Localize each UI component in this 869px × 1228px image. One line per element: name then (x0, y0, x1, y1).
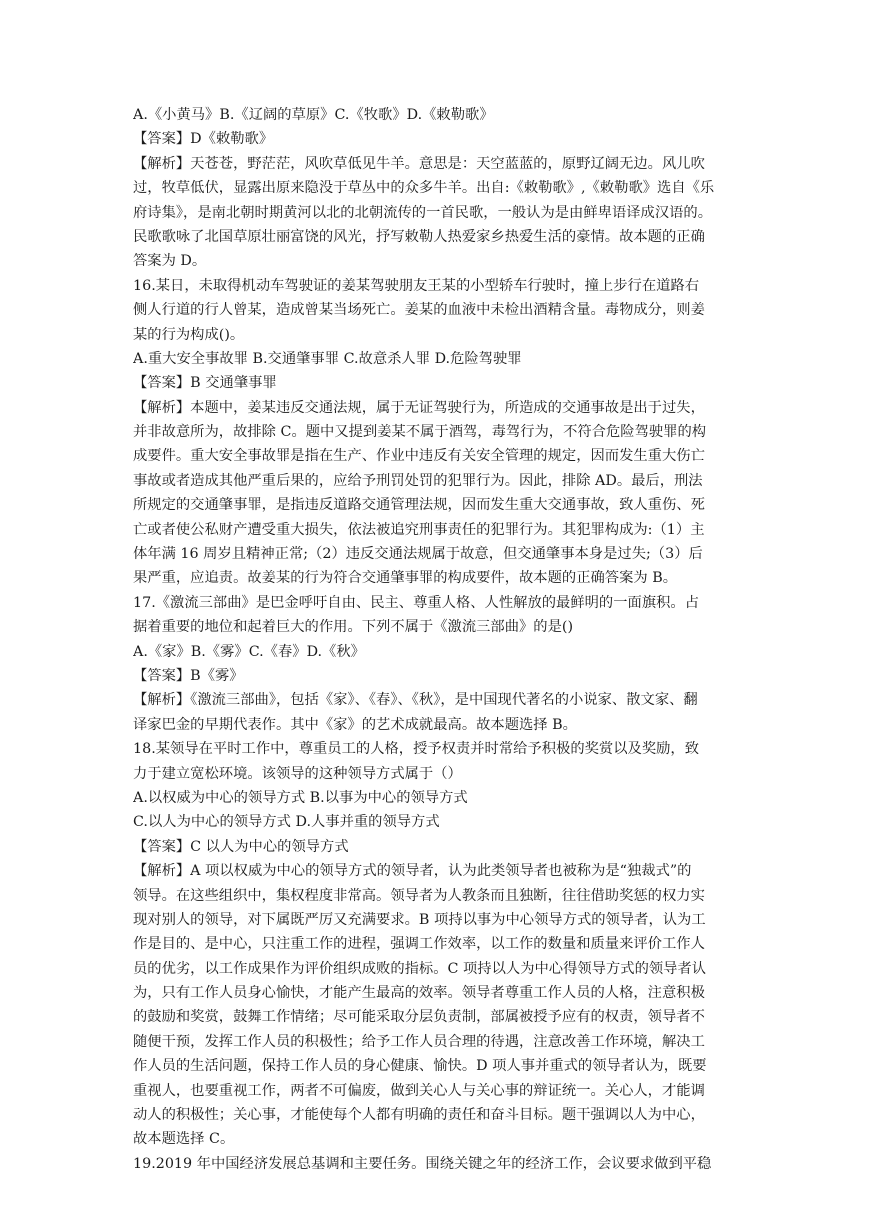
text-line: A.《小黄马》B.《辽阔的草原》C.《牧歌》D.《敕勒歌》 (133, 107, 494, 123)
text-line: 【答案】B《雾》 (133, 667, 244, 684)
text-line: 某的行为构成()。 (133, 326, 245, 343)
text-line: 的鼓励和奖赏，鼓舞工作情绪；尽可能采取分层负责制，部属被授予应有的权责，领导者不 (133, 1009, 705, 1026)
text-line: 作人员的生活问题，保持工作人员的身心健康、愉快。D 项人事并重式的领导者认为，既要 (133, 1058, 707, 1075)
text-line: 故本题选择 C。 (133, 1131, 235, 1148)
text-line: 所规定的交通肇事罪，是指违反道路交通管理法规，因而发生重大交通事故，致人重伤、死 (133, 497, 705, 514)
text-line: 过，牧草低伏，显露出原来隐没于草丛中的众多牛羊。出自:《敕勒歌》,《敕勒歌》选自《乐 (133, 180, 715, 197)
text-line: 18.某领导在平时工作中，尊重员工的人格，授予权责并时常给予积极的奖赏以及奖励，致 (133, 741, 700, 758)
text-line: 【答案】C 以人为中心的领导方式 (133, 838, 349, 855)
text-line: 作是目的、是中心，只注重工作的进程，强调工作效率，以工作的数量和质量来评价工作人 (133, 936, 705, 953)
text-line: 17.《激流三部曲》是巴金呼吁自由、民主、尊重人格、人性解放的最鲜明的一面旗积。占 (133, 594, 700, 611)
text-line: 答案为 D。 (133, 253, 207, 270)
text-line: 果严重，应追责。故姜某的行为符合交通肇事罪的构成要件，故本题的正确答案为 B。 (133, 570, 678, 587)
text-line: 为，只有工作人员身心愉快，才能产生最高的效率。领导者尊重工作人员的人格，注意积极 (133, 985, 705, 1002)
text-line: 员的优劣，以工作成果作为评价组织成败的指标。C 项持以人为中心得领导方式的领导者认 (133, 960, 707, 977)
text-line: 随便干预，发挥工作人员的积极性；给予工作人员合理的待遇，注意改善工作环境，解决工 (133, 1033, 705, 1050)
text-line: 【解析】天苍苍，野茫茫，风吹草低见牛羊。意思是：天空蓝蓝的，原野辽阔无边。风儿吹 (133, 155, 705, 172)
text-line: 19.2019 年中国经济发展总基调和主要任务。围绕关键之年的经济工作，会议要求做到平稳 (133, 1155, 712, 1172)
text-line: 动人的积极性；关心事，才能使每个人都有明确的责任和奋斗目标。题干强调以人为中心， (133, 1107, 705, 1124)
text-line: 并非故意所为，故排除 C。题中又提到姜某不属于酒驾，毒驾行为，不符合危险驾驶罪的构 (133, 424, 707, 441)
text-line: 事故或者造成其他严重后果的，应给予刑罚处罚的犯罪行为。因此，排除 AD。最后，刑法 (133, 472, 703, 489)
text-line: 据着重要的地位和起着巨大的作用。下列不属于《激流三部曲》的是() (133, 619, 574, 636)
text-line: 亡或者使公私财产遭受重大损失，依法被追究刑事责任的犯罪行为。其犯罪构成为:（1）主 (133, 521, 705, 538)
text-line: 译家巴金的早期代表作。其中《家》的艺术成就最高。故本题选择 B。 (133, 716, 577, 733)
text-line: A.以权威为中心的领导方式 B.以事为中心的领导方式 (133, 789, 468, 806)
text-line: C.以人为中心的领导方式 D.人事并重的领导方式 (133, 814, 440, 831)
text-line: A.重大安全事故罪 B.交通肇事罪 C.故意杀人罪 D.危险驾驶罪 (133, 350, 522, 367)
text-line: 力于建立宽松环境。该领导的这种领导方式属于（） (133, 765, 462, 782)
text-line: 府诗集》，是南北朝时期黄河以北的北朝流传的一首民歌，一般认为是由鲜卑语译成汉语的。 (133, 204, 713, 221)
text-line: 民歌歌咏了北国草原壮丽富饶的风光，抒写敕勒人热爱家乡热爱生活的豪情。故本题的正确 (133, 228, 705, 245)
text-line: 【解析】本题中，姜某违反交通法规，属于无证驾驶行为，所造成的交通事故是出于过失， (133, 399, 705, 416)
text-line: 成要件。重大安全事故罪是指在生产、作业中违反有关安全管理的规定，因而发生重大伤亡 (133, 448, 705, 465)
text-line: 侧人行道的行人曾某，造成曾某当场死亡。姜某的血液中未检出酒精含量。毒物成分，则姜 (133, 302, 705, 319)
text-line: 【答案】B 交通肇事罪 (133, 375, 277, 392)
text-line: 【解析】《激流三部曲》，包括《家》、《春》、《秋》，是中国现代著名的小说家、散文家、翻 (133, 692, 698, 709)
document-text (133, 103, 743, 1176)
text-line: 16.某日，未取得机动车驾驶证的姜某驾驶朋友王某的小型轿车行驶时，撞上步行在道路右 (133, 277, 700, 294)
text-line: A.《家》B.《雾》C.《春》D.《秋》 (133, 643, 365, 660)
text-line: 【答案】D《敕勒歌》 (133, 131, 274, 148)
text-line: 【解析】A 项以权威为中心的领导方式的领导者，认为此类领导者也被称为是“独裁式”的 (133, 863, 692, 880)
text-line: 重视人，也要重视工作，两者不可偏废，做到关心人与关心事的辩证统一。关心人，才能调 (133, 1082, 705, 1099)
text-line: 领导。在这些组织中，集权程度非常高。领导者为人教条而且独断，往往借助奖惩的权力实 (133, 887, 705, 904)
text-line: 现对别人的领导，对下属既严厉又充满要求。B 项持以事为中心领导方式的领导者，认为工 (133, 911, 706, 928)
text-line: 体年满 16 周岁且精神正常;（2）违反交通法规属于故意，但交通肇事本身是过失;（3）后 (133, 546, 703, 563)
